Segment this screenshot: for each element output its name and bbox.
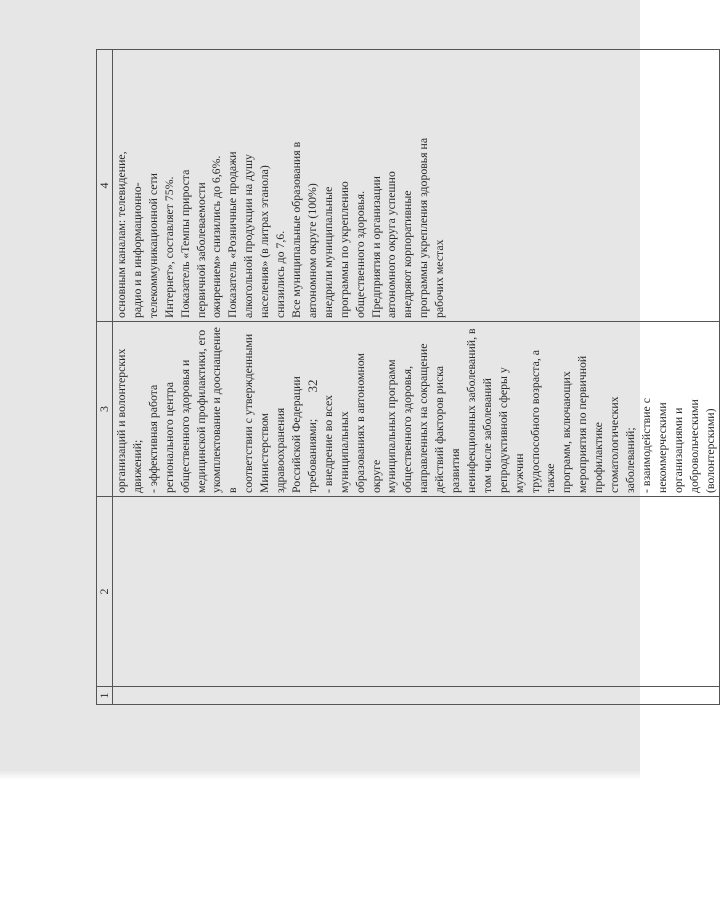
rotated-table-content bbox=[96, 50, 717, 705]
cell-measures: организаций и волонтерских движений; - эффективная работа регионального центра общественного здоровья и медицинской профилактики, его укомплектование и дооснащение в соответствии с утвержденными Министерством здравоохранения Российской Федерации требованиями; - внедрение во всех муниципальных образованиях в автономном округе муниципальных программ общественного здоровья, направленных на сокращение действий факторов риска развития неинфекционных заболеваний, в том числе заболеваний репродуктивной сферы у мужчин трудоспособного возраста, а также программ, включающих мероприятия по первичной профилактике стоматологических заболеваний; - взаимодействие с некоммерческими организациями и добровольческими (волонтерскими) bbox=[113, 322, 720, 497]
table-header-row bbox=[97, 50, 113, 705]
document-table bbox=[96, 49, 720, 705]
rotated-table-frame bbox=[96, 50, 717, 705]
cell-col1 bbox=[113, 687, 720, 705]
page-number: 32 bbox=[305, 379, 320, 393]
column-header-4: 4 bbox=[97, 50, 113, 322]
column-header-2: 2 bbox=[97, 497, 113, 687]
column-header-1: 1 bbox=[97, 687, 113, 705]
cell-col2 bbox=[113, 497, 720, 687]
table-row bbox=[113, 50, 720, 705]
column-header-3: 3 bbox=[97, 322, 113, 497]
cell-results: основным каналам: телевидение, радио и в информационно- телекоммуникационной сети Интернет», составляет 75%. Показатель «Темпы прироста первичной заболеваемости ожирением» снизились до 6,6%. Показатель «Розничные продажи алкогольной продукции на душу населения» (в литрах этанола) снизились до 7,6. Все муниципальные образования в автономном округе (100%) внедрили муниципальные программы по укреплению общественного здоровья. Предприятия и организации автономного округа успешно внедряют корпоративные программы укрепления здоровья на рабочих местах bbox=[113, 50, 720, 322]
page-edge bbox=[0, 770, 640, 780]
